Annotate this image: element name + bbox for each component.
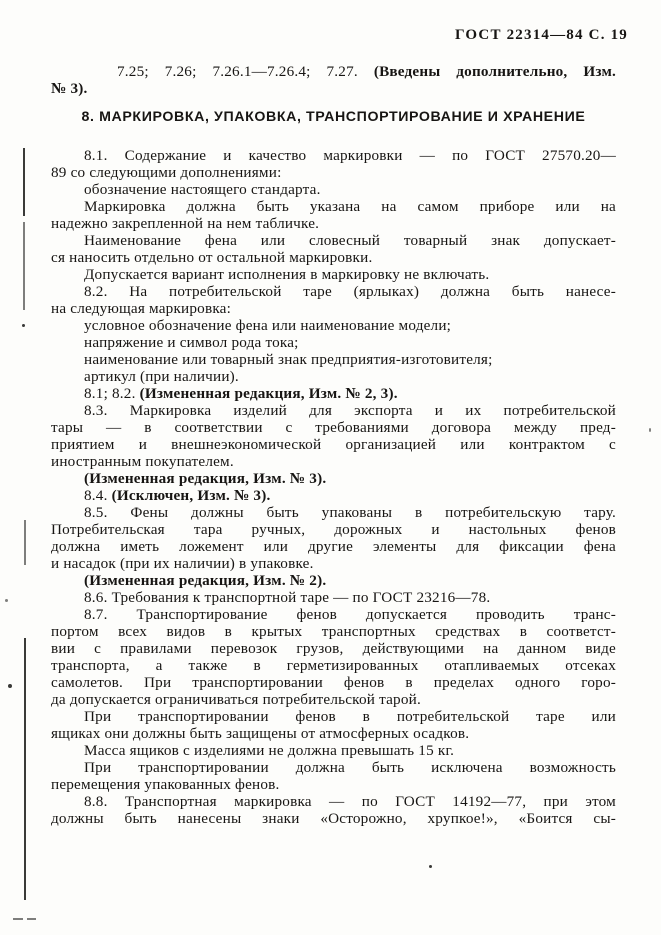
section-heading: 8. МАРКИРОВКА, УПАКОВКА, ТРАНСПОРТИРОВАНИЕ И ХРАНЕНИЕ: [81, 109, 586, 125]
paragraph: [51, 470, 616, 487]
text-line: [51, 759, 616, 776]
text-line: [51, 80, 616, 97]
body-text: приятием и внешнеэкономической организацией или контрактом с: [51, 436, 616, 453]
text-line: [51, 742, 616, 759]
bold-text: (Введены дополнительно, Изм.: [373, 63, 616, 80]
body-text: самолетов. При транспортировании фенов в пределах одного горо-: [51, 674, 616, 691]
paragraph: [51, 793, 616, 827]
body-text: ся наносить отдельно от остальной маркировки.: [51, 249, 373, 266]
scan-artifact: [649, 428, 651, 432]
paragraph: [51, 147, 616, 198]
paragraph: [51, 232, 616, 266]
paragraph: [51, 283, 616, 317]
body-text: на следующая маркировка:: [51, 300, 232, 317]
body-text: обозначение настоящего стандарта.: [84, 181, 321, 198]
body-text: 8.7. Транспортирование фенов допускается проводить транс-: [84, 606, 616, 623]
paragraph: [51, 198, 616, 232]
text-line: [51, 555, 616, 572]
text-line: [51, 589, 616, 606]
body-text: вии с правилами перевозок грузов, действующими на данном виде: [51, 640, 616, 657]
body-text: условное обозначение фена или наименование модели;: [84, 317, 452, 334]
scan-artifact: [23, 148, 25, 216]
paragraph: [51, 708, 616, 742]
paragraph: [51, 572, 616, 589]
paragraph: [51, 606, 616, 708]
text-line: [51, 470, 616, 487]
body-text: При транспортировании фенов в потребительской таре или: [84, 708, 616, 725]
text-line: [51, 606, 616, 623]
text-line: [51, 232, 616, 249]
text-line: [51, 300, 616, 317]
body-text: Потребительская тара ручных, дорожных и настольных фенов: [51, 521, 616, 538]
scan-artifact: [27, 918, 36, 920]
text-line: [51, 708, 616, 725]
text-line: [51, 793, 616, 810]
bold-text: (Измененная редакция, Изм. № 2, 3).: [139, 385, 398, 402]
text-line: [51, 283, 616, 300]
paragraph: [51, 759, 616, 793]
scan-artifact: [24, 520, 26, 565]
paragraph: [51, 266, 616, 283]
body-text: должны быть нанесены знаки «Осторожно, хрупкое!», «Боится сы-: [51, 810, 616, 827]
body-text: При транспортировании должна быть исключена возможность: [84, 759, 616, 776]
text-line: [51, 504, 616, 521]
text-line: [51, 674, 616, 691]
scan-artifact: [13, 918, 23, 920]
body-text: Наименование фена или словесный товарный знак допускает-: [84, 232, 616, 249]
body-text: 7.25; 7.26; 7.26.1—7.26.4; 7.27.: [117, 63, 374, 80]
text-line: [51, 368, 616, 385]
body-text: Маркировка должна быть указана на самом приборе или на: [84, 198, 616, 215]
text-line: [51, 776, 616, 793]
scan-artifact: [429, 865, 432, 868]
text-line: [51, 147, 616, 164]
scan-artifact: [22, 324, 25, 327]
text-line: [51, 521, 616, 538]
text-line: [51, 419, 616, 436]
body-text: транспорта, а также в герметизированных отапливаемых отсеках: [51, 657, 616, 674]
text-line: [51, 453, 616, 470]
body-text: 89 со следующими дополнениями:: [51, 164, 282, 181]
bold-text: (Измененная редакция, Изм. № 2).: [84, 572, 327, 589]
body-text: надежно закрепленной на нем табличке.: [51, 215, 320, 232]
paragraph: [51, 589, 616, 606]
body-text: ящиках они должны быть защищены от атмосферных осадков.: [51, 725, 470, 742]
body-text: 8.4.: [84, 487, 112, 504]
text-line: [51, 181, 616, 198]
text-line: [51, 538, 616, 555]
text-line: [51, 351, 616, 368]
body-text: артикул (при наличии).: [84, 368, 239, 385]
body-text: иностранным покупателем.: [51, 453, 234, 470]
text-line: [51, 402, 616, 419]
text-line: [51, 657, 616, 674]
text-line: [51, 63, 616, 80]
body-text: должна иметь ложемент или другие элементы для фиксации фена: [51, 538, 616, 555]
text-line: [51, 640, 616, 657]
scan-artifact: [5, 599, 8, 602]
paragraph: [51, 402, 616, 470]
body-text: 8.1. Содержание и качество маркировки — по ГОСТ 27570.20—: [84, 147, 616, 164]
body-text: 8.6. Требования к транспортной таре — по ГОСТ 23216—78.: [84, 589, 491, 606]
body-text: Допускается вариант исполнения в маркировку не включать.: [84, 266, 490, 283]
body-text: 8.5. Фены должны быть упакованы в потребительскую тару.: [84, 504, 616, 521]
paragraph: [51, 63, 616, 97]
paragraph: [51, 487, 616, 504]
text-line: [51, 691, 616, 708]
text-line: [51, 623, 616, 640]
body-text: напряжение и символ рода тока;: [84, 334, 299, 351]
page-header: ГОСТ 22314—84 С. 19: [455, 27, 628, 43]
text-line: [51, 487, 616, 504]
body-text: 8.8. Транспортная маркировка — по ГОСТ 14192—77, при этом: [84, 793, 616, 810]
text-line: [51, 164, 616, 181]
body-text: перемещения упакованных фенов.: [51, 776, 280, 793]
text-line: [51, 215, 616, 232]
body-text: портом всех видов в крытых транспортных средствах в соответст-: [51, 623, 616, 640]
scan-artifact: [24, 638, 26, 900]
text-line: [51, 436, 616, 453]
text-line: [51, 725, 616, 742]
bold-text: (Исключен, Изм. № 3).: [111, 487, 271, 504]
paragraph: [51, 504, 616, 572]
text-line: [51, 810, 616, 827]
body-text: тары — в соответствии с требованиями договора между пред-: [51, 419, 616, 436]
body-text: 8.1; 8.2.: [84, 385, 140, 402]
body-text: 8.3. Маркировка изделий для экспорта и их потребительской: [84, 402, 616, 419]
bold-text: (Измененная редакция, Изм. № 3).: [84, 470, 327, 487]
text-line: [51, 266, 616, 283]
body-text: 8.2. На потребительской таре (ярлыках) должна быть нанесе-: [84, 283, 616, 300]
body-text: и насадок (при их наличии) в упаковке.: [51, 555, 314, 572]
body-text: Масса ящиков с изделиями не должна превышать 15 кг.: [84, 742, 455, 759]
paragraph: [51, 385, 616, 402]
text-line: [51, 385, 616, 402]
body-text: наименование или товарный знак предприятия-изготовителя;: [84, 351, 493, 368]
paragraph: [51, 317, 616, 385]
scan-artifact: [23, 222, 25, 310]
text-line: [51, 249, 616, 266]
text-line: [51, 334, 616, 351]
paragraph: [51, 742, 616, 759]
text-line: [51, 198, 616, 215]
scan-artifact: [8, 684, 12, 688]
text-line: [51, 572, 616, 589]
body-text: да допускается ограничиваться потребительской тарой.: [51, 691, 421, 708]
text-line: [51, 317, 616, 334]
bold-text: № 3).: [51, 80, 88, 97]
document-content: [51, 63, 616, 827]
